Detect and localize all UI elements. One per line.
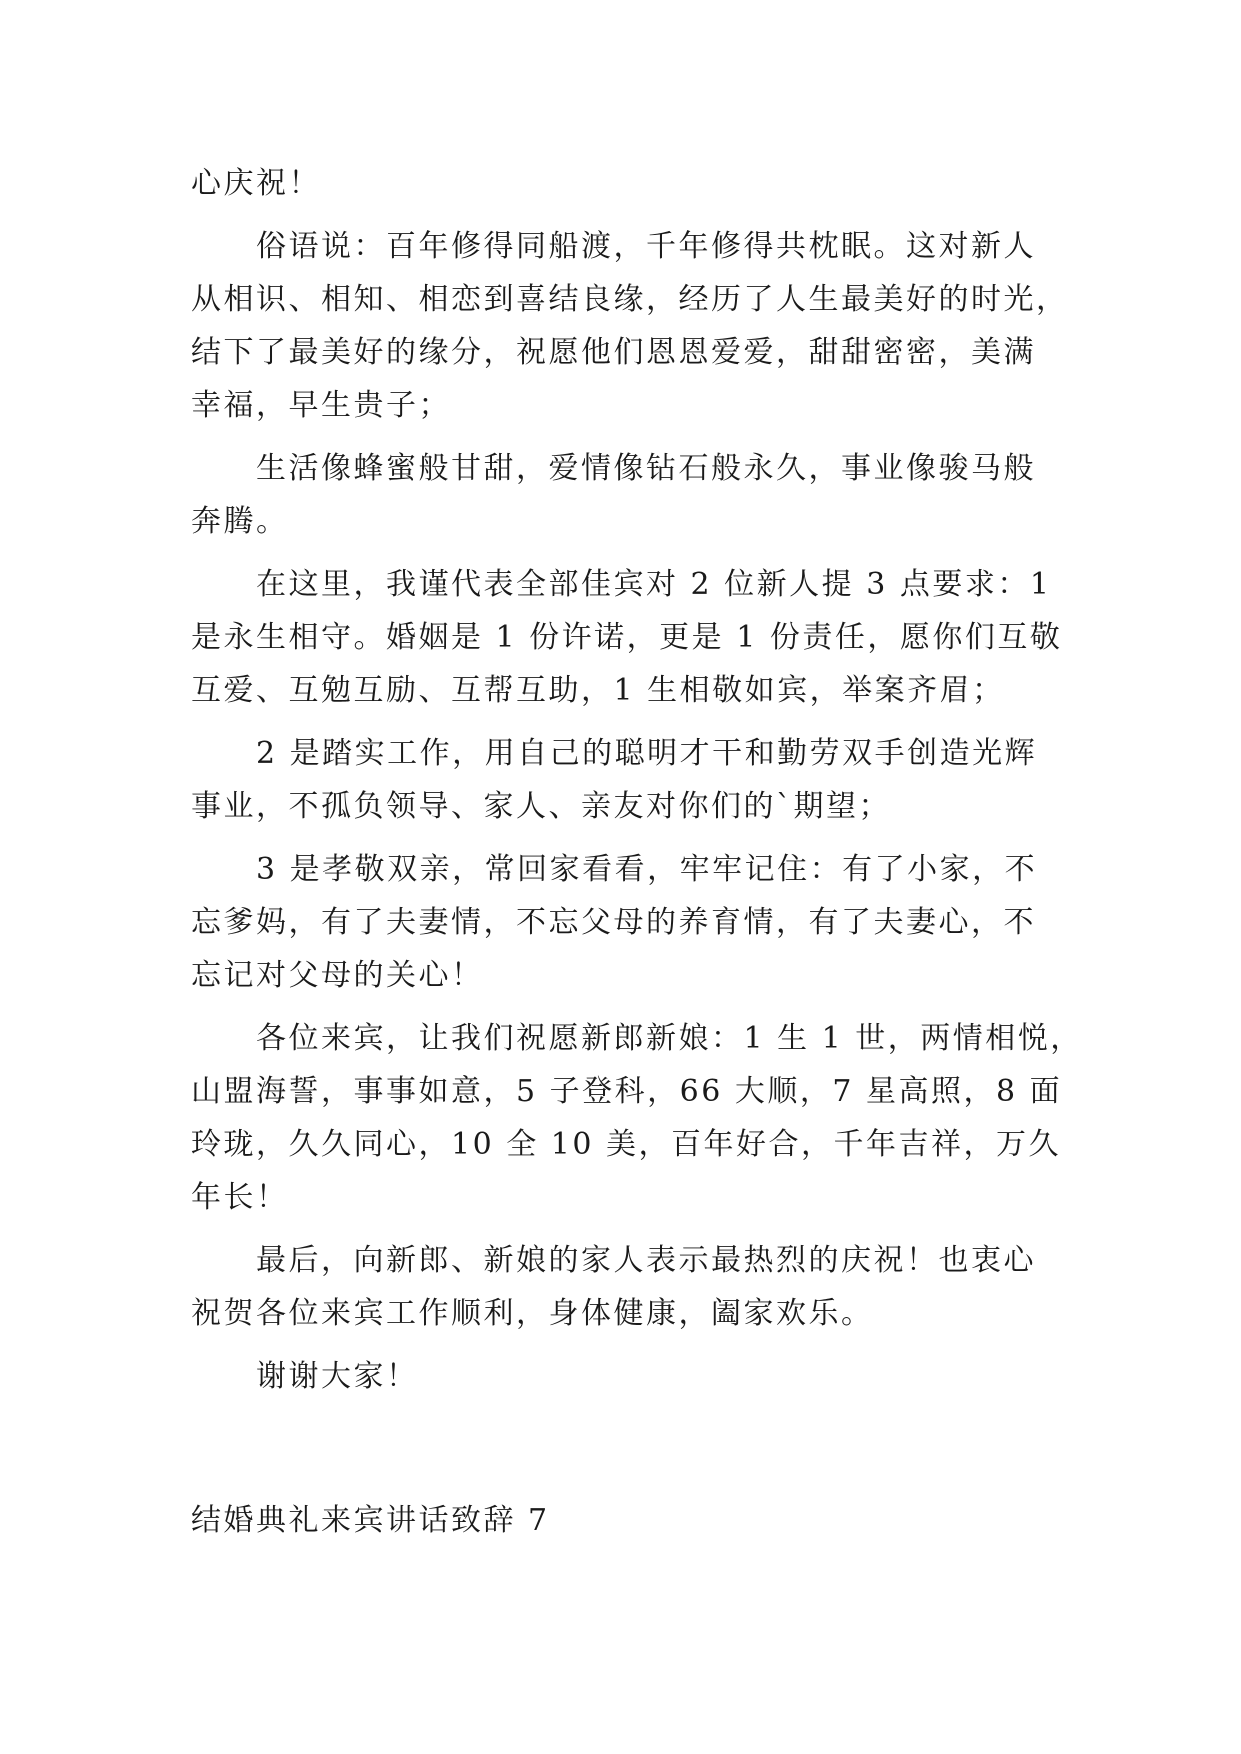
text-line: 从相识、相知、相恋到喜结良缘，经历了人生最美好的时光， [191, 282, 1069, 317]
paragraph-start-line: 各位来宾，让我们祝愿新郎新娘：1 生 1 世，两情相悦， [256, 1021, 1083, 1056]
text-line: 祝贺各位来宾工作顺利，身体健康，阖家欢乐。 [191, 1296, 874, 1331]
paragraph-start-line: 谢谢大家！ [256, 1359, 419, 1394]
paragraph-start-line: 生活像蜂蜜般甘甜，爱情像钻石般永久，事业像骏马般 [256, 451, 1036, 486]
paragraph-start-line: 在这里，我谨代表全部佳宾对 2 位新人提 3 点要求：1 [256, 567, 1052, 602]
section-heading: 结婚典礼来宾讲话致辞 7 [191, 1503, 550, 1538]
paragraph-start-line: 俗语说：百年修得同船渡，千年修得共枕眠。这对新人 [256, 229, 1036, 264]
text-line: 忘爹妈，有了夫妻情，不忘父母的养育情，有了夫妻心，不 [191, 905, 1036, 940]
text-line: 忘记对父母的关心！ [191, 958, 484, 993]
text-line: 山盟海誓，事事如意，5 子登科，66 大顺，7 星高照，8 面 [191, 1074, 1063, 1109]
text-line: 互爱、互勉互励、互帮互助，1 生相敬如宾，举案齐眉； [191, 673, 1005, 708]
text-line: 玲珑，久久同心，10 全 10 美，百年好合，千年吉祥，万久 [191, 1127, 1061, 1162]
text-line: 幸福，早生贵子； [191, 388, 451, 423]
text-line: 结下了最美好的缘分，祝愿他们恩恩爱爱，甜甜密密，美满 [191, 335, 1036, 370]
paragraph-start-line: 2 是踏实工作，用自己的聪明才干和勤劳双手创造光辉 [256, 736, 1038, 771]
paragraph-start-line: 最后，向新郎、新娘的家人表示最热烈的庆祝！也衷心 [256, 1243, 1036, 1278]
text-line: 奔腾。 [191, 504, 289, 539]
text-line: 是永生相守。婚姻是 1 份许诺，更是 1 份责任，愿你们互敬 [191, 620, 1063, 655]
paragraph-start-line: 3 是孝敬双亲，常回家看看，牢牢记住：有了小家，不 [256, 852, 1038, 887]
text-line: 心庆祝！ [191, 166, 321, 201]
text-line: 事业，不孤负领导、家人、亲友对你们的`期望； [191, 789, 891, 824]
text-line: 年长！ [191, 1180, 289, 1215]
